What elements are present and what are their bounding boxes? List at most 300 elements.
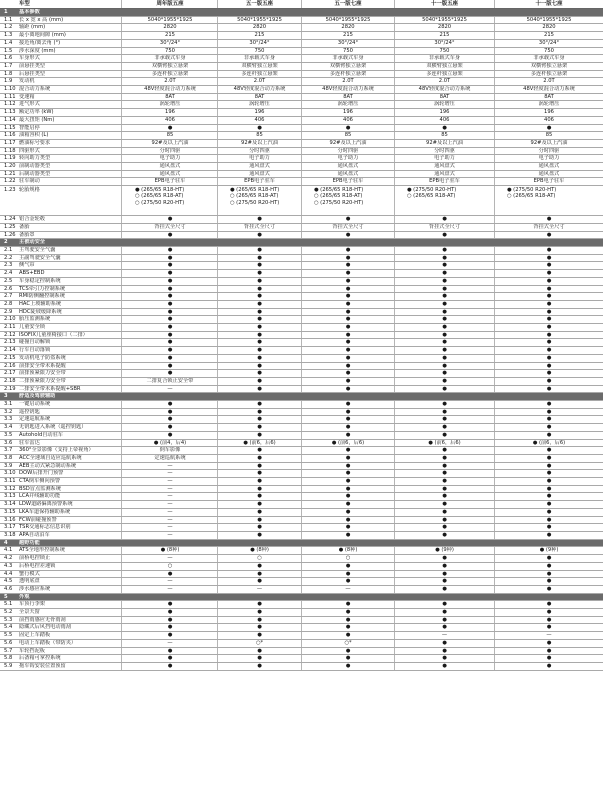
spec-row <box>0 517 603 525</box>
spec-value: 5040*1955*1925 <box>123 17 218 24</box>
spec-value: 多连杆独立悬架 <box>123 71 218 78</box>
spec-value: ● <box>218 409 302 416</box>
spec-row <box>0 547 603 555</box>
row-number: 5.8 <box>4 655 13 662</box>
row-number: 2.4 <box>4 270 13 277</box>
spec-value: ● <box>123 655 218 662</box>
spec-value: ● <box>395 517 495 524</box>
spec-value: ● <box>395 501 495 508</box>
spec-value: 背挂式全尺寸 <box>123 224 218 231</box>
spec-value: ● <box>302 532 395 539</box>
spec-value: 2.0T <box>123 78 218 85</box>
spec-value: ● <box>218 332 302 339</box>
spec-value: 196 <box>395 109 495 116</box>
spec-value: ● <box>395 378 495 385</box>
row-number: 2.3 <box>4 262 13 269</box>
spec-value: ● <box>395 478 495 485</box>
spec-row <box>0 148 603 156</box>
spec-label: ACC全速域自适应巡航系统 <box>18 455 122 462</box>
tire-option: ○ (275/50 R20-HT) <box>314 199 364 206</box>
spec-row <box>0 586 603 594</box>
row-number: 3.10 <box>4 470 16 477</box>
spec-value: 8AT <box>302 94 395 101</box>
spec-value: ● <box>302 247 395 254</box>
spec-value: 2820 <box>395 24 495 31</box>
spec-label: 变速箱 <box>18 94 122 101</box>
spec-value: ● <box>123 332 218 339</box>
spec-value: 8AT <box>395 94 495 101</box>
spec-value: 92#及以上汽油 <box>123 140 218 147</box>
spec-value: ● <box>123 609 218 616</box>
spec-value: ● <box>546 624 552 631</box>
spec-row <box>0 186 603 216</box>
spec-value: 2820 <box>302 24 395 31</box>
spec-value: 双横臂独立悬架 <box>218 63 302 70</box>
spec-value: ● (前6，后6) <box>302 440 395 447</box>
spec-value: — <box>123 517 218 524</box>
spec-value: 406 <box>395 117 495 124</box>
spec-value: 48V轻度混合动力系统 <box>395 86 495 93</box>
row-number: 2.7 <box>4 293 13 300</box>
spec-row <box>0 78 603 86</box>
spec-value: — <box>123 501 218 508</box>
spec-value: ● <box>395 578 495 585</box>
spec-row <box>0 224 603 232</box>
spec-value: ● <box>302 255 395 262</box>
row-number: 5 <box>4 593 8 600</box>
row-number: 1.26 <box>4 231 16 238</box>
spec-value: ● <box>302 332 395 339</box>
spec-value: ● <box>395 663 495 670</box>
spec-row <box>0 163 603 171</box>
spec-label: 轴距 (mm) <box>18 24 122 31</box>
spec-row <box>0 663 603 671</box>
spec-value: ● <box>218 601 302 608</box>
spec-label: LCA并线辅助功能 <box>18 493 122 500</box>
spec-value: ● <box>302 632 395 639</box>
spec-value: 30°/24° <box>123 40 218 47</box>
tire-option: ○ (265/65 R18-AT) <box>135 193 184 200</box>
spec-value: ● <box>123 125 218 132</box>
spec-row <box>0 262 603 270</box>
spec-row <box>0 463 603 471</box>
spec-value: 750 <box>544 47 554 54</box>
spec-label: 前悬挂类型 <box>18 63 122 70</box>
row-number: 2.15 <box>4 354 16 361</box>
spec-value: ● <box>218 478 302 485</box>
row-number: 1.16 <box>4 132 16 139</box>
spec-label: 发动机电子防盗系统 <box>18 355 122 362</box>
spec-row <box>0 440 603 448</box>
spec-row <box>0 501 603 509</box>
row-number: 1.15 <box>4 124 16 131</box>
spec-row <box>0 486 603 494</box>
spec-value: ● <box>218 339 302 346</box>
row-number: 4 <box>4 539 8 546</box>
spec-value: — <box>123 478 218 485</box>
spec-row <box>0 132 603 140</box>
spec-value: ● <box>218 486 302 493</box>
spec-label: 燃油标号要求 <box>18 140 122 147</box>
spec-value: ● <box>123 316 218 323</box>
spec-value: ● <box>302 309 395 316</box>
spec-value: ● <box>302 601 395 608</box>
spec-value: EPB电子驻车 <box>123 178 218 185</box>
spec-value: ● <box>395 586 495 593</box>
spec-row <box>0 655 603 663</box>
spec-value: ● <box>123 293 218 300</box>
row-number: 1 <box>4 9 8 15</box>
spec-value: ● <box>395 524 495 531</box>
spec-label: HAC上坡辅助系统 <box>18 301 122 308</box>
spec-value: ● <box>395 432 495 439</box>
spec-label: 铝合金轮毂 <box>18 216 122 223</box>
tire-option: ● (265/65 R18-HT) <box>135 187 185 194</box>
spec-value: 750 <box>302 48 395 55</box>
spec-value: ● <box>395 463 495 470</box>
spec-rows <box>0 9 603 671</box>
spec-value: 196 <box>218 109 302 116</box>
spec-label: 隐藏式后风挡电动雨刮 <box>18 624 122 631</box>
spec-value: ● <box>123 416 218 423</box>
row-number: 5.2 <box>4 609 13 616</box>
spec-row <box>0 578 603 586</box>
row-number: 3.12 <box>4 485 16 492</box>
spec-value: ● <box>546 308 552 315</box>
spec-value: ● <box>218 563 302 570</box>
spec-row <box>0 293 603 301</box>
spec-value: ● <box>302 463 395 470</box>
spec-value: 多连杆独立悬架 <box>302 71 395 78</box>
tire-option: ○ (265/65 R18-AT) <box>314 193 363 200</box>
section-title: 舒适及驾驶辅助 <box>19 393 56 400</box>
spec-value: ● <box>395 232 495 239</box>
spec-value: ● <box>218 663 302 670</box>
spec-value: ● <box>546 370 552 377</box>
spec-value: ● <box>546 532 552 538</box>
spec-value: — <box>123 470 218 477</box>
spec-value: ● <box>546 639 552 646</box>
spec-value: 48V轻度混合动力系统 <box>218 86 302 93</box>
spec-value: 非承载式车身 <box>395 55 495 62</box>
spec-value: ● <box>302 409 395 416</box>
spec-value: ● <box>218 501 302 508</box>
spec-row <box>0 478 603 486</box>
row-number: 4.1 <box>4 547 13 554</box>
spec-value: ● <box>395 278 495 285</box>
spec-value: 通风盘式 <box>123 163 218 170</box>
model-column-header: 十一版五座 <box>395 0 495 8</box>
section-header-row <box>0 393 603 401</box>
spec-value: ● <box>123 309 218 316</box>
spec-value: EPB电子驻车 <box>302 178 395 185</box>
spec-value: ● <box>395 216 495 223</box>
spec-value: ● <box>302 447 395 454</box>
spec-label: 车顶行李架 <box>18 601 122 608</box>
spec-value: 背挂式全尺寸 <box>218 224 302 231</box>
spec-value: ● (前6，后6) <box>532 439 566 446</box>
spec-value: ● <box>302 270 395 277</box>
spec-row <box>0 301 603 309</box>
spec-value: ● <box>218 416 302 423</box>
section-title: 越野功能 <box>19 539 40 546</box>
row-number: 3.3 <box>4 416 13 423</box>
spec-value: ● <box>546 601 552 608</box>
spec-value: EPB电子驻车 <box>218 178 302 185</box>
spec-label: 智能启停 <box>18 125 122 132</box>
row-number: 1.20 <box>4 163 16 170</box>
spec-row <box>0 401 603 409</box>
section-header-row <box>0 239 603 247</box>
spec-row <box>0 255 603 263</box>
spec-label: 碰撞自动解锁 <box>18 339 122 346</box>
spec-value: — <box>123 532 218 539</box>
spec-value: ● <box>302 316 395 323</box>
row-number: 2.17 <box>4 370 16 377</box>
spec-label: 前排预紧限力安全带 <box>18 370 122 377</box>
row-number: 2.2 <box>4 254 13 261</box>
spec-label: 长 x 宽 x 高 (mm) <box>18 17 122 24</box>
spec-row <box>0 140 603 148</box>
spec-value: ○* <box>218 640 302 647</box>
spec-value: ● <box>546 485 552 492</box>
spec-value: 92#及以上汽油 <box>395 140 495 147</box>
spec-value: 750 <box>123 48 218 55</box>
spec-label: 一键启动系统 <box>18 401 122 408</box>
spec-label: 驻车雷达 <box>18 440 122 447</box>
section-title: 外观 <box>19 593 30 600</box>
spec-label: 轮胎规格 <box>18 186 122 215</box>
spec-value: ● <box>302 286 395 293</box>
spec-value: 215 <box>302 32 395 39</box>
spec-row <box>0 216 603 224</box>
spec-value: ● <box>218 125 302 132</box>
spec-value: 电子助力 <box>538 155 560 162</box>
spec-value: ● <box>218 262 302 269</box>
spec-row <box>0 509 603 517</box>
row-number: 2.1 <box>4 246 13 253</box>
spec-value: ● <box>123 401 218 408</box>
spec-value: ● <box>395 455 495 462</box>
spec-value: ● <box>123 324 218 331</box>
row-number: 1.2 <box>4 24 13 31</box>
row-number: 1.5 <box>4 47 13 54</box>
spec-value: ● <box>123 262 218 269</box>
spec-label: 发动机 <box>18 78 122 85</box>
spec-row <box>0 86 603 94</box>
spec-row <box>0 71 603 79</box>
spec-row <box>0 571 603 579</box>
tire-option: ● (265/65 R18-HT) <box>314 187 364 194</box>
spec-row <box>0 447 603 455</box>
spec-value: 406 <box>123 117 218 124</box>
spec-value: ● <box>395 648 495 655</box>
row-number: 4.2 <box>4 555 13 562</box>
spec-value: ● <box>218 386 302 393</box>
spec-label: 后制动器类型 <box>18 171 122 178</box>
spec-value: — <box>546 632 552 639</box>
spec-value: ● <box>123 232 218 239</box>
spec-value: ● <box>546 270 552 277</box>
spec-value: ● (8种) <box>123 547 218 554</box>
spec-value: ● <box>546 454 552 461</box>
tire-option: ● (275/50 R20-HT) <box>407 187 457 194</box>
spec-value: 多连杆独立悬架 <box>218 71 302 78</box>
spec-row <box>0 40 603 48</box>
spec-row <box>0 409 603 417</box>
spec-row <box>0 155 603 163</box>
spec-label: 二排预紧限力安全带 <box>18 378 122 385</box>
row-number: 5.5 <box>4 632 13 639</box>
spec-value: ● <box>395 409 495 416</box>
spec-value: ● <box>546 493 552 500</box>
spec-value: ● <box>218 216 302 223</box>
spec-value: ● <box>546 616 552 623</box>
spec-value: ● <box>218 432 302 439</box>
spec-value: 8AT <box>544 93 554 100</box>
spec-value: ● <box>546 293 552 300</box>
spec-label: 油箱容积 (L) <box>18 132 122 139</box>
spec-value: ● <box>546 124 552 131</box>
spec-label: 驻车制动 <box>18 178 122 185</box>
spec-value: ● <box>218 455 302 462</box>
spec-value: — <box>123 463 218 470</box>
spec-value: ● <box>123 624 218 631</box>
spec-value: ● <box>395 339 495 346</box>
spec-value: ● <box>546 246 552 253</box>
spec-row <box>0 416 603 424</box>
spec-value: ● <box>123 601 218 608</box>
spec-value: ○ <box>302 555 395 562</box>
row-number: 5.4 <box>4 624 13 631</box>
spec-value: 48V轻度混合动力系统 <box>523 86 575 93</box>
spec-label: 备胎罩 <box>18 232 122 239</box>
spec-label: 进气形式 <box>18 101 122 108</box>
spec-value: ● <box>302 571 395 578</box>
spec-value: 分时四驱 <box>123 148 218 155</box>
spec-value: — <box>123 578 218 585</box>
row-number: 4.3 <box>4 562 13 569</box>
spec-row <box>0 63 603 71</box>
spec-value: 196 <box>544 109 554 116</box>
row-number: 5.3 <box>4 616 13 623</box>
section-title: 基本参数 <box>19 9 40 15</box>
spec-value: ● <box>546 524 552 531</box>
spec-value: 多连杆独立悬架 <box>530 70 568 77</box>
spec-value: 92#及以上汽油 <box>218 140 302 147</box>
spec-row <box>0 601 603 609</box>
spec-row <box>0 424 603 432</box>
row-number: 2.14 <box>4 347 16 354</box>
spec-value: ● <box>546 431 552 438</box>
spec-value: 定速巡航系统 <box>123 455 218 462</box>
spec-label: RMI防侧翻控制系统 <box>18 293 122 300</box>
spec-value: ● <box>395 355 495 362</box>
spec-value: — <box>302 586 395 593</box>
spec-value: ● <box>218 470 302 477</box>
spec-label: 最大扭矩 (Nm) <box>18 117 122 124</box>
spec-row <box>0 640 603 648</box>
spec-value: ● <box>218 370 302 377</box>
row-number: 1.21 <box>4 170 16 177</box>
spec-value: ● <box>218 517 302 524</box>
spec-value: ● <box>302 509 395 516</box>
spec-row <box>0 178 603 186</box>
spec-value: ● <box>546 331 552 338</box>
row-number: 1.8 <box>4 70 13 77</box>
spec-value: ● <box>302 363 395 370</box>
spec-value: ● <box>123 363 218 370</box>
spec-value: ● <box>302 416 395 423</box>
row-number: 1.19 <box>4 155 16 162</box>
spec-value: 196 <box>123 109 218 116</box>
section-header-row <box>0 540 603 548</box>
row-number: 3.16 <box>4 516 16 523</box>
spec-value: 电子助力 <box>218 155 302 162</box>
spec-value: ● <box>395 363 495 370</box>
spec-value: ● <box>123 255 218 262</box>
spec-label: 车轮挡泥板 <box>18 648 122 655</box>
spec-row <box>0 232 603 240</box>
spec-value: 电子助力 <box>123 155 218 162</box>
spec-value: 85 <box>302 132 395 139</box>
spec-value: ● <box>302 501 395 508</box>
spec-value: 倒车影像 <box>123 447 218 454</box>
spec-value: ● <box>302 609 395 616</box>
row-number: 1.3 <box>4 32 13 39</box>
section-header-row <box>0 9 603 17</box>
row-number: 1.10 <box>4 86 16 93</box>
spec-value: ● (8种) <box>302 547 395 554</box>
spec-value: ● <box>395 125 495 132</box>
row-number: 1.22 <box>4 178 16 185</box>
spec-value: ● <box>123 278 218 285</box>
spec-value: 电子助力 <box>395 155 495 162</box>
spec-label: 拖车钩安装位置预留 <box>18 663 122 670</box>
spec-value: 30°/24° <box>538 39 560 46</box>
spec-value: ● <box>218 509 302 516</box>
spec-value: ● <box>218 571 302 578</box>
spec-value: 85 <box>395 132 495 139</box>
spec-label: 前制动器类型 <box>18 163 122 170</box>
spec-value: ● <box>302 648 395 655</box>
spec-value: 涡轮增压 <box>218 101 302 108</box>
spec-value: ● <box>546 362 552 369</box>
spec-value: 二排复合锁止安全带 <box>123 378 218 385</box>
spec-value: ● <box>546 647 552 654</box>
spec-label: 后桥电控差速锁 <box>18 563 122 570</box>
row-number: 1.1 <box>4 16 13 23</box>
spec-label: 固定上车踏板 <box>18 632 122 639</box>
spec-label: 蟹行模式 <box>18 571 122 578</box>
spec-value: ● <box>123 270 218 277</box>
spec-value: 750 <box>395 48 495 55</box>
spec-value: ● <box>302 301 395 308</box>
spec-label: LKA车道保持辅助系统 <box>18 509 122 516</box>
spec-value: — <box>218 586 302 593</box>
spec-row <box>0 55 603 63</box>
spec-value: ● <box>546 570 552 577</box>
row-number: 3.7 <box>4 447 13 454</box>
spec-value: ● <box>395 316 495 323</box>
spec-value: ● <box>546 655 552 662</box>
spec-value: 5040*1955*1925 <box>395 17 495 24</box>
row-number: 1.23 <box>4 187 16 194</box>
spec-row <box>0 94 603 102</box>
spec-value: ● <box>302 347 395 354</box>
spec-value: ● <box>218 493 302 500</box>
spec-row <box>0 339 603 347</box>
